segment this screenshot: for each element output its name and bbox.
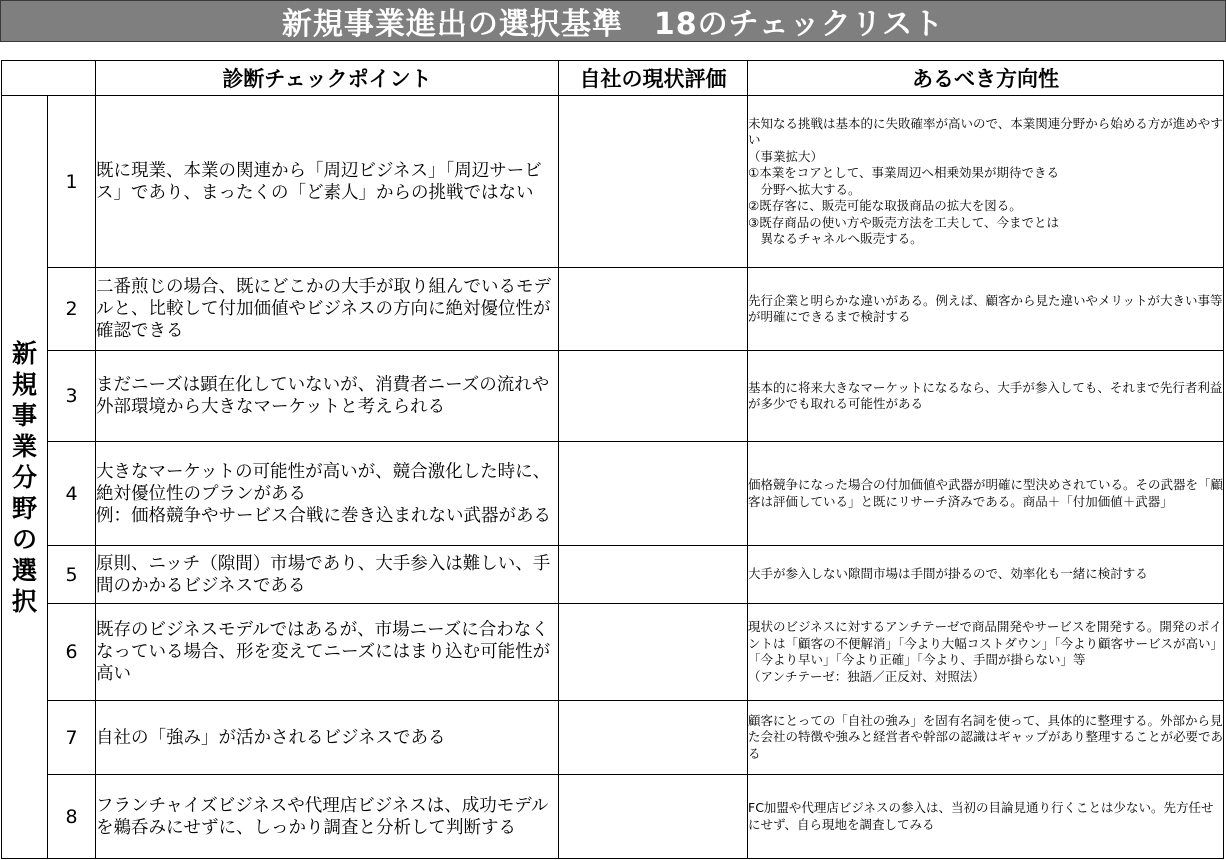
status-evaluation-cell[interactable] xyxy=(559,775,748,859)
direction-cell: 現状のビジネスに対するアンチテーゼで商品開発やサービスを開発する。開発のポイントは「顧客の不便解消」「今より大幅コストダウン」「今より顧客サービスが高い」「今より早い」「今より正確」「今より、手間が掛らない」等 （アンチテーゼ：独語／正反対、対照法） xyxy=(748,604,1224,701)
header-blank xyxy=(2,61,96,96)
direction-cell: 基本的に将来大きなマーケットになるなら、大手が参入しても、それまで先行者利益が多少でも取れる可能性がある xyxy=(748,351,1224,442)
check-point-cell: 既に現業、本業の関連から「周辺ビジネス」「周辺サービス」であり、まったくの「ど素人」からの挑戦ではない xyxy=(96,96,559,268)
direction-cell: 顧客にとっての「自社の強み」を固有名詞を使って、具体的に整理する。外部から見た会社の特徴や強みと経営者や幹部の認識はギャップがあり整理することが必要である xyxy=(748,701,1224,775)
row-number: 2 xyxy=(48,268,96,351)
category-label: 新規事業分野の選択 xyxy=(11,338,37,616)
check-point-cell: 二番煎じの場合、既にどこかの大手が取り組んでいるモデルと、比較して付加価値やビジネスの方向に絶対優位性が確認できる xyxy=(96,268,559,351)
table-row xyxy=(2,268,1224,351)
check-point-cell: まだニーズは顕在化していないが、消費者ニーズの流れや外部環境から大きなマーケットと考えられる xyxy=(96,351,559,442)
check-point-cell: 大きなマーケットの可能性が高いが、競合激化した時に、絶対優位性のプランがある 例：価格競争やサービス合戦に巻き込まれない武器がある xyxy=(96,442,559,546)
header-direction: あるべき方向性 xyxy=(748,61,1224,96)
check-point-cell: フランチャイズビジネスや代理店ビジネスは、成功モデルを鵜呑みにせずに、しっかり調査と分析して判断する xyxy=(96,775,559,859)
header-row xyxy=(2,61,1224,96)
direction-cell: 価格競争になった場合の付加価値や武器が明確に型決めされている。その武器を「顧客は評価している」と既にリサーチ済みである。商品＋「付加価値＋武器」 xyxy=(748,442,1224,546)
status-evaluation-cell[interactable] xyxy=(559,96,748,268)
check-point-cell: 自社の「強み」が活かされるビジネスである xyxy=(96,701,559,775)
direction-cell: 先行企業と明らかな違いがある。例えば、顧客から見た違いやメリットが大きい事等が明確にできるまで検討する xyxy=(748,268,1224,351)
row-number: 4 xyxy=(48,442,96,546)
row-number: 6 xyxy=(48,604,96,701)
status-evaluation-cell[interactable] xyxy=(559,604,748,701)
category-cell xyxy=(2,96,48,859)
row-number: 5 xyxy=(48,546,96,604)
table-row xyxy=(2,442,1224,546)
table-row xyxy=(2,351,1224,442)
status-evaluation-cell[interactable] xyxy=(559,442,748,546)
page-title: 新規事業進出の選択基準 18のチェックリスト xyxy=(0,0,1226,42)
header-point: 診断チェックポイント xyxy=(96,61,559,96)
table-row xyxy=(2,96,1224,268)
row-number: 1 xyxy=(48,96,96,268)
check-point-cell: 原則、ニッチ（隙間）市場であり、大手参入は難しい、手間のかかるビジネスである xyxy=(96,546,559,604)
status-evaluation-cell[interactable] xyxy=(559,701,748,775)
row-number: 3 xyxy=(48,351,96,442)
direction-cell: FC加盟や代理店ビジネスの参入は、当初の目論見通り行くことは少ない。先方任せにせず、自ら現地を調査してみる xyxy=(748,775,1224,859)
status-evaluation-cell[interactable] xyxy=(559,268,748,351)
check-point-cell: 既存のビジネスモデルではあるが、市場ニーズに合わなくなっている場合、形を変えてニーズにはまり込む可能性が高い xyxy=(96,604,559,701)
row-number: 7 xyxy=(48,701,96,775)
direction-cell: 大手が参入しない隙間市場は手間が掛るので、効率化も一緒に検討する xyxy=(748,546,1224,604)
direction-cell: 未知なる挑戦は基本的に失敗確率が高いので、本業関連分野から始める方が進めやすい （事業拡大） ①本業をコアとして、事業周辺へ相乗効果が期待できる 分野へ拡大する。 ②既存客に、販売可能な取扱商品の拡大を図る。 ③既存商品の使い方や販売方法を工夫して、今までとは 異なるチャネルへ販売する。 xyxy=(748,96,1224,268)
table-row xyxy=(2,604,1224,701)
status-evaluation-cell[interactable] xyxy=(559,546,748,604)
status-evaluation-cell[interactable] xyxy=(559,351,748,442)
table-row xyxy=(2,546,1224,604)
table-row xyxy=(2,775,1224,859)
header-status: 自社の現状評価 xyxy=(559,61,748,96)
table-row xyxy=(2,701,1224,775)
checklist-table xyxy=(1,60,1224,859)
row-number: 8 xyxy=(48,775,96,859)
